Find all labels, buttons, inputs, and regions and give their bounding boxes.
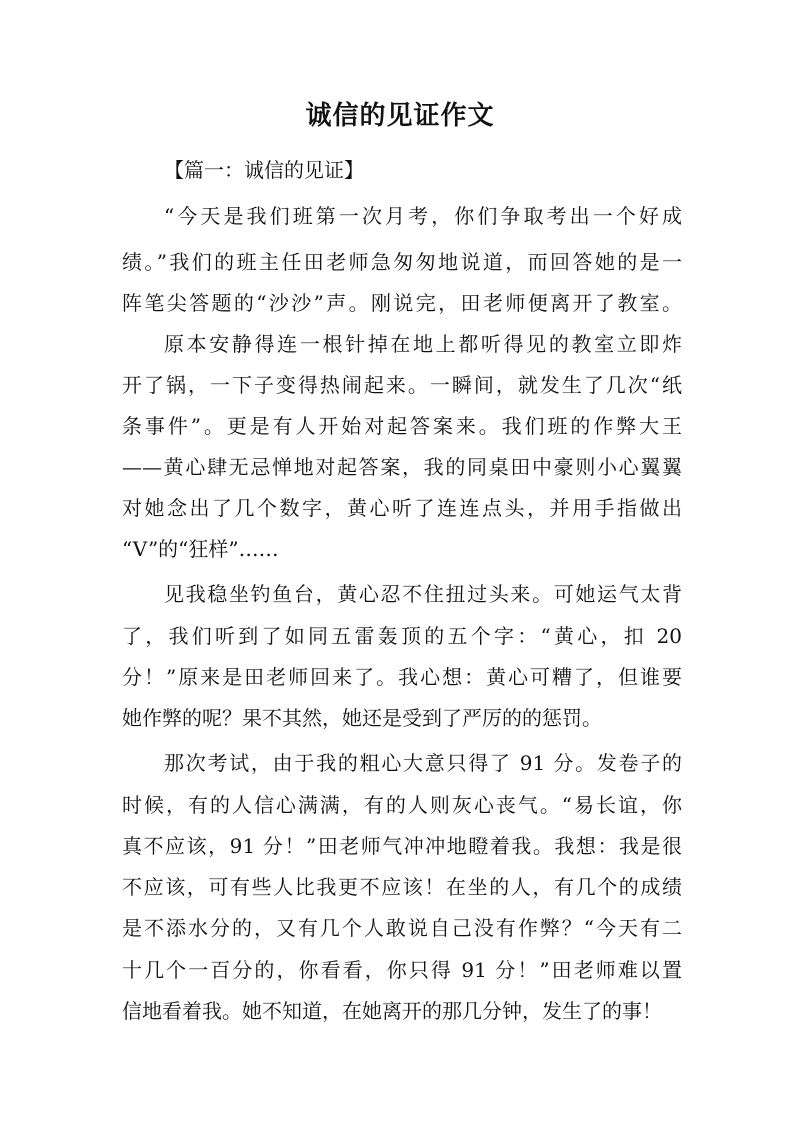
paragraph-2-line-4: ——黄心肆无忌惮地对起答案，我的同桌田中豪则小心翼翼 xyxy=(122,455,682,479)
paragraph-1-line-1: “今天是我们班第一次月考，你们争取考出一个好成 xyxy=(164,204,682,228)
section-heading: 【篇一：诚信的见证】 xyxy=(164,158,364,182)
paragraph-3-line-3: 分！”原来是田老师回来了。我心想：黄心可糟了，但谁要 xyxy=(122,665,682,689)
paragraph-2-line-2: 开了锅，一下子变得热闹起来。一瞬间，就发生了几次“纸 xyxy=(122,373,682,397)
paragraph-1-line-3: 阵笔尖答题的“沙沙”声。刚说完，田老师便离开了教室。 xyxy=(122,291,682,315)
paragraph-2-line-6: “V”的“狂样”…… xyxy=(122,537,279,561)
paragraph-3-line-2: 了，我们听到了如同五雷轰顶的五个字：“黄心，扣 20 xyxy=(122,624,682,648)
paragraph-4-line-1: 那次考试，由于我的粗心大意只得了 91 分。发卷子的 xyxy=(164,751,682,775)
paragraph-4-line-2: 时候，有的人信心满满，有的人则灰心丧气。“易长谊，你 xyxy=(122,793,682,817)
paragraph-2-line-1: 原本安静得连一根针掉在地上都听得见的教室立即炸 xyxy=(164,332,682,356)
paragraph-4-line-7: 信地看着我。她不知道，在她离开的那几分钟，发生了的事！ xyxy=(122,999,662,1023)
paragraph-1-line-2: 绩。”我们的班主任田老师急匆匆地说道，而回答她的是一 xyxy=(122,250,682,274)
document-title: 诚信的见证作文 xyxy=(305,101,495,131)
paragraph-4-line-4: 不应该，可有些人比我更不应该！在坐的人，有几个的成绩 xyxy=(122,875,682,899)
paragraph-4-line-3: 真不应该，91 分！”田老师气冲冲地瞪着我。我想：我是很 xyxy=(122,834,682,858)
paragraph-2-line-3: 条事件”。更是有人开始对起答案来。我们班的作弊大王 xyxy=(122,414,682,438)
paragraph-4-line-5: 是不添水分的，又有几个人敢说自己没有作弊？“今天有二 xyxy=(122,916,682,940)
paragraph-3-line-4: 她作弊的呢？果不其然，她还是受到了严厉的的惩罚。 xyxy=(122,706,602,730)
paragraph-3-line-1: 见我稳坐钓鱼台，黄心忍不住扭过头来。可她运气太背 xyxy=(164,582,682,606)
paragraph-4-line-6: 十几个一百分的，你看看，你只得 91 分！”田老师难以置 xyxy=(122,958,682,982)
paragraph-2-line-5: 对她念出了几个数字，黄心听了连连点头，并用手指做出 xyxy=(122,496,682,520)
